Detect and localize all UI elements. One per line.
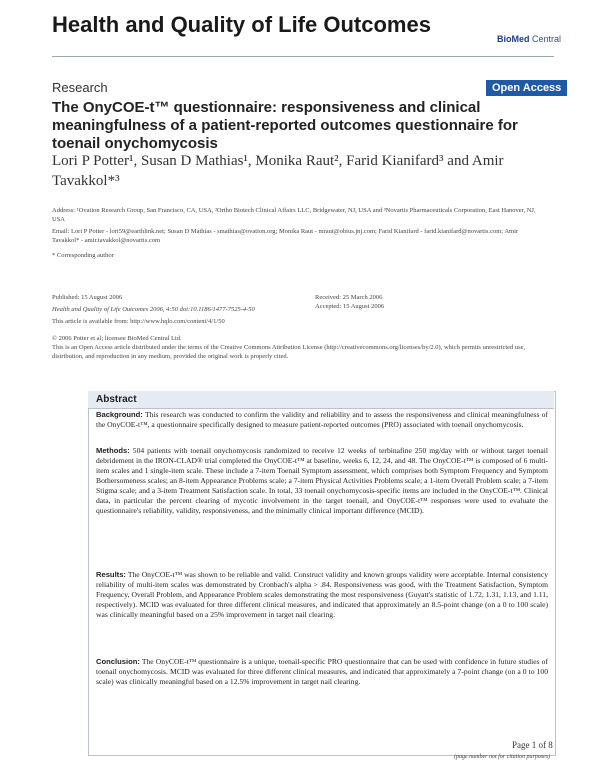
conclusion-label: Conclusion: [96, 657, 140, 666]
article-url[interactable]: This article is available from: http://www.hqlo.com/content/4/1/50 [52, 318, 225, 325]
affiliation-address: Address: ¹Ovation Research Group, San Francisco, CA, USA, ²Ortho Biotech Clinical Affairs LLC, Bridgewater, NJ, USA and ³Novartis Pharmaceuticals Corporation, East Hanover, NJ, USA [52, 207, 536, 223]
citation: Health and Quality of Life Outcomes 2006, 4:50 doi:10.1186/1477-7525-4-50 [52, 306, 255, 313]
license-block [52, 334, 552, 361]
results-label: Results: [96, 570, 126, 579]
abstract-methods [96, 446, 548, 516]
methods-text: 504 patients with toenail onychomycosis randomized to receive 12 weeks of terbinafine 250 mg/day with or without target toenail debridement in the IRON-CLAD® trial completed the OnyCOE-t™ at baseline, weeks 6, 12, 24, and 48. The OnyCOE-t™ is composed of 6 multi-item scales and 1 single-item scale. These include a 7-item Toenail Symptom assessment, which comprises both Symptom Frequency and Symptom Bothersomeness scales; an 8-item Appearance Problems scale; a 7-item Physical Activities Problems scale; a 1-item Overall Problem scale; a 7-item Stigma scale; and a 3-item Treatment Satisfaction scale. In total, 33 toenail onychomycosis-specific items are included in the OnyCOE-t™. Clinical data, in particular the percent clearing of mycotic involvement in the target toenail, and OnyCOE-t™ responses were used to evaluate the questionnaire's reliability, validity, responsiveness, and the minimally clinical important difference (MCID). [96, 446, 548, 515]
publisher-logo [497, 34, 561, 44]
dates-info [315, 293, 515, 311]
background-label: Background: [96, 410, 143, 419]
accepted-date: Accepted: 15 August 2006 [315, 303, 385, 310]
page-number-note: (page number not for citation purposes) [454, 754, 551, 760]
abstract-conclusion [96, 657, 548, 687]
published-date: Published: 15 August 2006 [52, 294, 123, 301]
abstract-header-bar [88, 391, 554, 409]
page-number: Page 1 of 8 [512, 740, 553, 750]
author-emails: Email: Lori P Potter - lori59@earthlink.net; Susan D Mathias - smathias@ovation.org; Monika Raut - mraut@obius.jnj.com; Farid Kianifard - farid.kianifard@novartis.com; Amir Tavakkol* - amir.tavakkol@novartis.com [52, 228, 519, 244]
publication-info [52, 293, 312, 329]
abstract-background [96, 410, 548, 430]
abstract-heading: Abstract [96, 394, 137, 405]
journal-title: Health and Quality of Life Outcomes [52, 12, 431, 37]
background-text: This research was conducted to confirm the validity and reliability and to assess the responsiveness and clinical meaningfulness of the OnyCOE-t™, a questionnaire specifically designed to measure patient-reported outcomes (PRO) associated with toenail onychomycosis. [96, 410, 548, 429]
conclusion-text: The OnyCOE-t™ questionnaire is a unique, toenail-specific PRO questionnaire that can be used with confidence in future studies of toenail onychomycosis. MCID was evaluated for three different clinical measures, and indicated that approximately a 7-point change (on a 0 to 100 scale) was clinically meaningful based on a 12.5% improvement in target nail clearing. [96, 657, 548, 686]
article-title: The OnyCOE-t™ questionnaire: responsiveness and clinical meaningfulness of a patient-reported outcomes questionnaire for toenail onychomycosis [52, 99, 518, 152]
author-list: Lori P Potter¹, Susan D Mathias¹, Monika Raut², Farid Kianifard³ and Amir Tavakkol*³ [52, 153, 504, 189]
corresponding-author-note: * Corresponding author [52, 252, 114, 259]
publisher-logo-bold: BioMed [497, 34, 530, 44]
methods-label: Methods: [96, 446, 130, 455]
open-access-badge: Open Access [486, 80, 567, 96]
results-text: The OnyCOE-t™ was shown to be reliable and valid. Construct validity and known groups validity were acceptable. Internal consistency reliability of multi-item scales was demonstrated by Cronbach's alpha > .84. Responsiveness was good, with the Treatment Satisfaction, Symptom Frequency, Overall Problem, and Appearance Problem scales demonstrating the most responsiveness (Guyatt's statistic of 1.72, 1.31, 1.13, and 1.11, respectively). MCID was evaluated for three different clinical measures, and indicated that approximately an 8.5-point change (on a 0 to 100 scale) was clinically meaningful based on a 25% improvement in target nail clearing. [96, 570, 548, 619]
section-label: Research [52, 80, 108, 95]
header-divider [52, 56, 554, 57]
copyright-line: © 2006 Potter et al; licensee BioMed Central Ltd. [52, 335, 182, 342]
license-text: This is an Open Access article distributed under the terms of the Creative Commons Attribution License (http://creativecommons.org/licenses/by/2.0), which permits unrestricted use, distribution, and reproduction in any medium, provided the original work is properly cited. [52, 344, 526, 360]
abstract-results [96, 570, 548, 620]
publisher-logo-rest: Central [529, 34, 562, 44]
received-date: Received: 25 March 2006 [315, 294, 383, 301]
